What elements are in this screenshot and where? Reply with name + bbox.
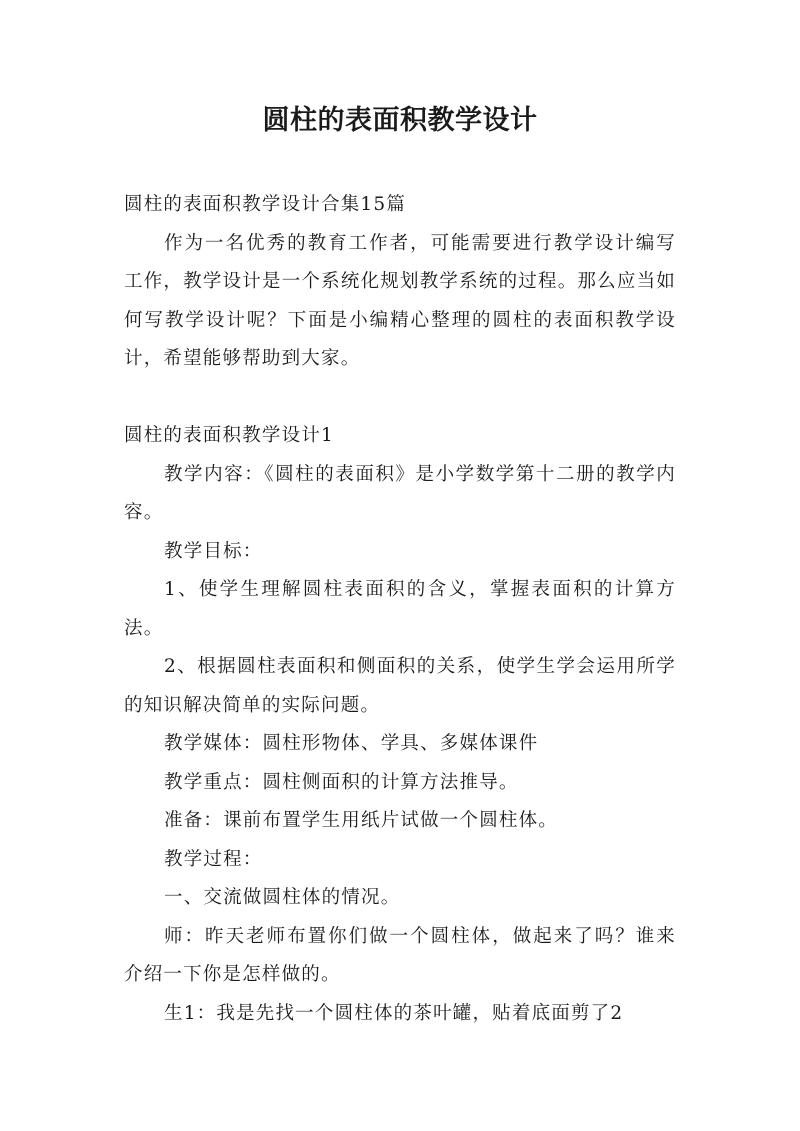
- paragraph-goal-2: 2、根据圆柱表面积和侧面积的关系，使学生学会运用所学的知识解决简单的实际问题。: [124, 656, 676, 716]
- paragraph-preparation: 准备：课前布置学生用纸片试做一个圆柱体。: [164, 810, 559, 831]
- section-heading: 圆柱的表面积教学设计1: [124, 425, 334, 446]
- paragraph-key-point: 教学重点：圆柱侧面积的计算方法推导。: [164, 771, 519, 793]
- paragraph-step-1: 一、交流做圆柱体的情况。: [164, 887, 401, 908]
- document-title: 圆柱的表面积教学设计: [262, 105, 538, 136]
- paragraph-teacher: 师：昨天老师布置你们做一个圆柱体，做起来了吗？谁来介绍一下你是怎样做的。: [124, 925, 676, 985]
- document-body: [124, 186, 676, 1033]
- paragraph-student-1: 生1：我是先找一个圆柱体的茶叶罐，贴着底面剪了2: [164, 1002, 624, 1024]
- paragraph-goals-label: 教学目标：: [164, 540, 263, 562]
- paragraph-intro: 作为一名优秀的教育工作者，可能需要进行教学设计编写工作，教学设计是一个系统化规划教学系统的过程。那么应当如何写教学设计呢？下面是小编精心整理的圆柱的表面积教学设计，希望能够帮助到大家。: [124, 232, 676, 369]
- paragraph-content: 教学内容：《圆柱的表面积》是小学数学第十二册的教学内容。: [124, 463, 676, 523]
- paragraph-media: 教学媒体：圆柱形物体、学具、多媒体课件: [164, 733, 539, 754]
- paragraph-goal-1: 1、使学生理解圆柱表面积的含义，掌握表面积的计算方法。: [124, 579, 676, 639]
- paragraph-gap: [124, 379, 676, 418]
- paragraph-process-label: 教学过程：: [164, 848, 263, 870]
- paragraph-subtitle: 圆柱的表面积教学设计合集15篇: [124, 194, 407, 215]
